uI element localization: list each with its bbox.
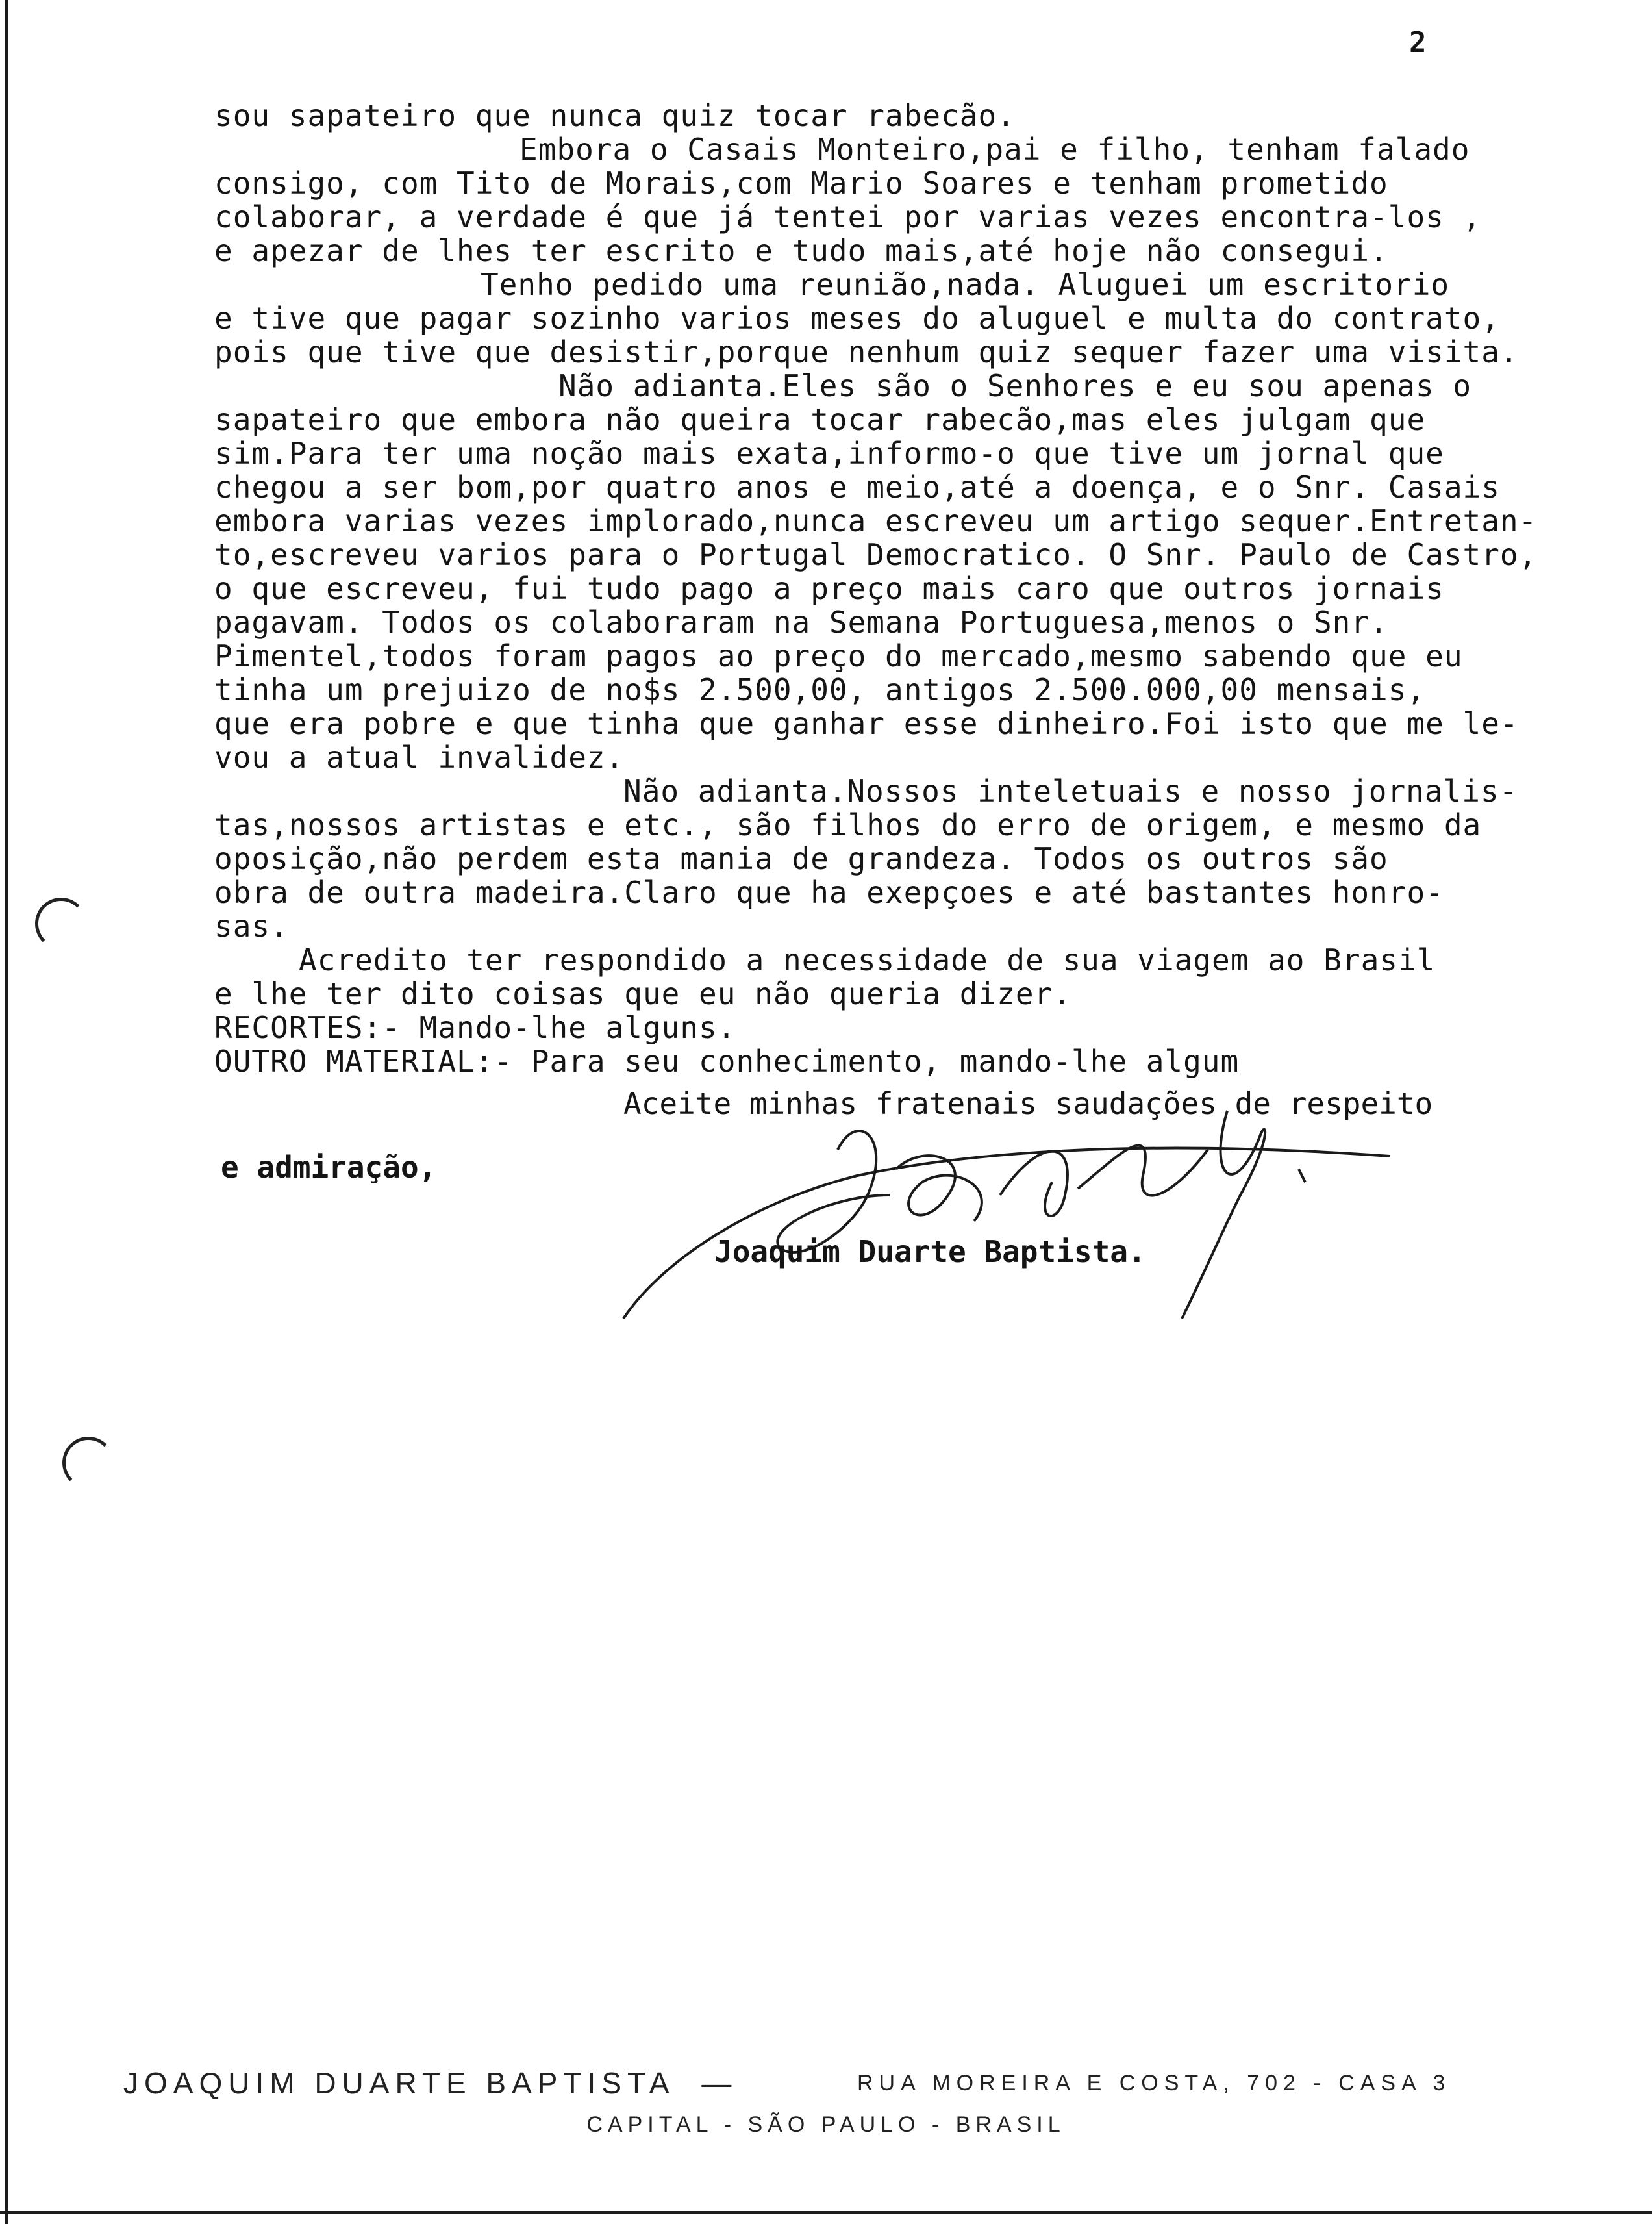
letter-line: Pimentel,todos foram pagos ao preço do mercado,mesmo sabendo que eu [214, 638, 1463, 674]
letter-line: pagavam. Todos os colaboraram na Semana Portuguesa,menos o Snr. [214, 605, 1388, 640]
signature-name: Joaquim Duarte Baptista. [714, 1234, 1146, 1269]
letter-line: RECORTES:- Mando-lhe alguns. [214, 1010, 736, 1045]
letter-line: Tenho pedido uma reunião,nada. Aluguei um escritorio [481, 267, 1450, 302]
letter-line: Embora o Casais Monteiro,pai e filho, tenham falado [519, 132, 1470, 167]
letterhead-address: RUA MOREIRA E COSTA, 702 - CASA 3 [857, 2071, 1451, 2095]
letter-line: tas,nossos artistas e etc., são filhos do erro de origem, e mesmo da [214, 807, 1482, 842]
letterhead-city: CAPITAL - SÃO PAULO - BRASIL [586, 2112, 1066, 2137]
letter-line: vou a atual invalidez. [214, 740, 625, 775]
letter-line: e lhe ter dito coisas que eu não queria dizer. [214, 976, 1071, 1011]
letter-line: Não adianta.Nossos inteletuais e nosso jornalis- [623, 774, 1518, 809]
punch-hole-mark [62, 1437, 114, 1489]
letter-line: to,escreveu varios para o Portugal Democratico. O Snr. Paulo de Castro, [214, 537, 1538, 572]
letter-line: que era pobre e que tinha que ganhar esse dinheiro.Foi isto que me le- [214, 706, 1519, 741]
letter-line: tinha um prejuizo de no$s 2.500,00, antigos 2.500.000,00 mensais, [214, 672, 1426, 707]
letter-line: Acredito ter respondido a necessidade de sua viagem ao Brasil [299, 942, 1436, 978]
letter-line: colaborar, a verdade é que já tentei por varias vezes encontra-los , [214, 199, 1482, 234]
letter-line: o que escreveu, fui tudo pago a preço mais caro que outros jornais [214, 571, 1444, 606]
page-left-edge [5, 0, 8, 2224]
letter-line: e tive que pagar sozinho varios meses do aluguel e multa do contrato, [214, 301, 1500, 336]
letter-line: OUTRO MATERIAL:- Para seu conhecimento, mando-lhe algum [214, 1044, 1240, 1079]
letterhead-name: JOAQUIM DUARTE BAPTISTA — [123, 2066, 738, 2100]
closing-admiration: e admiração, [221, 1150, 437, 1185]
letter-line: sapateiro que embora não queira tocar rabecão,mas eles julgam que [214, 402, 1426, 437]
page-number: 2 [1409, 26, 1427, 59]
letter-line: e apezar de lhes ter escrito e tudo mais,até hoje não consegui. [214, 233, 1388, 268]
letter-line: sas. [214, 909, 289, 944]
letter-line: sou sapateiro que nunca quiz tocar rabecão. [214, 98, 1016, 133]
handwritten-signature [584, 1098, 1442, 1332]
letter-line: pois que tive que desistir,porque nenhum quiz sequer fazer uma visita. [214, 335, 1519, 370]
letter-line: chegou a ser bom,por quatro anos e meio,até a doença, e o Snr. Casais [214, 470, 1500, 505]
letter-line: obra de outra madeira.Claro que ha exepçoes e até bastantes honro- [214, 875, 1444, 910]
letter-line: oposição,não perdem esta mania de grandeza. Todos os outros são [214, 841, 1388, 876]
letter-line: consigo, com Tito de Morais,com Mario Soares e tenham prometido [214, 166, 1388, 201]
closing-salutation: Aceite minhas fratenais saudações de respeito [623, 1086, 1433, 1121]
letter-line: Não adianta.Eles são o Senhores e eu sou apenas o [558, 368, 1472, 403]
punch-hole-mark [35, 898, 87, 950]
letter-line: embora varias vezes implorado,nunca escreveu um artigo sequer.Entretan- [214, 503, 1538, 538]
page-bottom-edge [0, 2211, 1652, 2214]
letter-line: sim.Para ter uma noção mais exata,informo-o que tive um jornal que [214, 436, 1444, 471]
